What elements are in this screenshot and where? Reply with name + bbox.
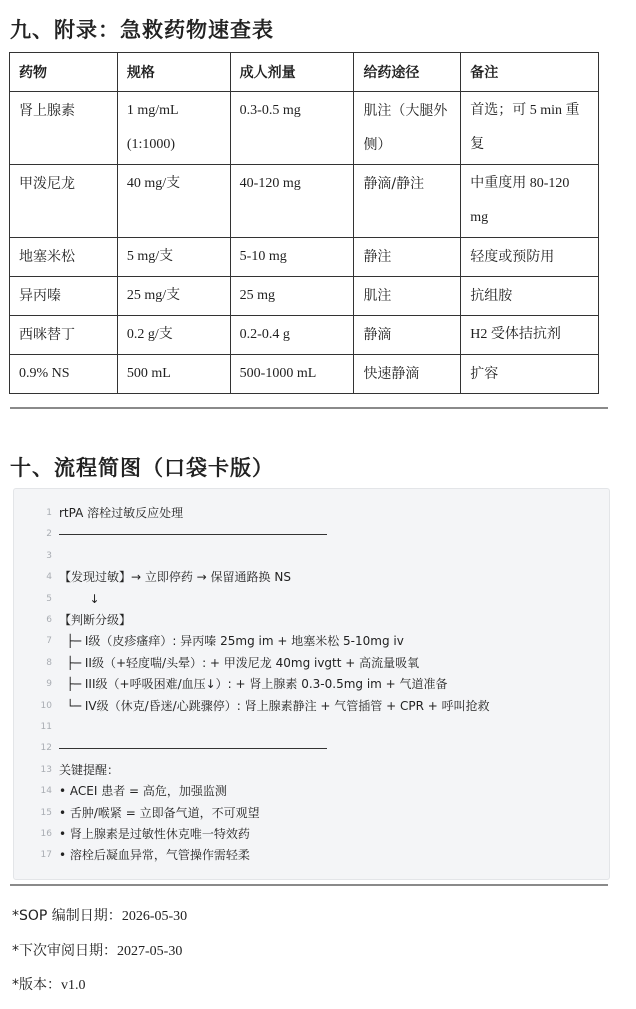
section-9-title: 九、附录：急救药物速查表 — [10, 18, 274, 42]
line-number: 12 — [40, 743, 52, 754]
table-cell: 扩容 — [461, 355, 599, 394]
table-cell: 肌注 — [354, 277, 461, 316]
table-row — [10, 277, 599, 316]
compiled-date-label: *SOP 编制日期： — [12, 908, 122, 924]
flowchart-code-block — [13, 488, 610, 880]
compiled-date — [12, 905, 187, 925]
table-cell: 首选；可 5 min 重复 — [461, 92, 599, 165]
column-header: 药物 — [10, 53, 118, 92]
table-cell: 快速静滴 — [354, 355, 461, 394]
table-cell: H2 受体拮抗剂 — [461, 316, 599, 355]
line-number: 9 — [46, 679, 52, 690]
code-line-text: • 肾上腺素是过敏性休克唯一特效药 — [59, 827, 250, 841]
line-number: 10 — [40, 700, 52, 711]
line-number: 4 — [46, 572, 52, 583]
code-line-text: └─ IV级（休克/昏迷/心跳骤停）: 肾上腺素静注 + 气管插管 + CPR + 呼叫抢救 — [59, 698, 490, 713]
section-10-title: 十、流程简图（口袋卡版） — [10, 456, 274, 480]
table-row — [10, 92, 599, 165]
code-divider-line — [59, 534, 327, 535]
code-line-text: ↓ — [59, 591, 100, 606]
line-number: 11 — [40, 722, 52, 732]
table-cell: 肾上腺素 — [10, 92, 118, 165]
column-header: 备注 — [461, 53, 599, 92]
line-number: 14 — [40, 786, 52, 797]
table-cell: 地塞米松 — [10, 238, 118, 277]
table-cell: 25 mg — [230, 277, 354, 316]
table-row — [10, 238, 599, 277]
table-row — [10, 165, 599, 238]
version-label: *版本： — [12, 977, 61, 993]
code-line-text: • 溶栓后凝血异常，气管操作需轻柔 — [59, 848, 250, 863]
table-cell: 肌注（大腿外侧） — [354, 92, 461, 165]
line-number: 15 — [40, 807, 52, 818]
table-cell: 异丙嗪 — [10, 277, 118, 316]
column-header: 规格 — [117, 53, 230, 92]
table-cell: 0.3-0.5 mg — [230, 92, 354, 165]
line-number: 8 — [46, 657, 52, 668]
table-cell: 25 mg/支 — [117, 277, 230, 316]
drug-quick-reference-table — [9, 52, 599, 394]
table-cell: 500-1000 mL — [230, 355, 354, 394]
line-number: 3 — [46, 550, 52, 561]
column-header: 给药途径 — [354, 53, 461, 92]
table-cell: 0.2-0.4 g — [230, 316, 354, 355]
code-line-text: • ACEI 患者 = 高危，加强监测 — [59, 784, 227, 799]
section-divider — [10, 884, 608, 886]
table-cell: 静滴 — [354, 316, 461, 355]
table-row — [10, 355, 599, 394]
line-number: 13 — [40, 764, 52, 775]
section-divider — [10, 407, 608, 409]
code-line-text: 【判断分级】 — [59, 613, 132, 627]
line-number: 1 — [46, 508, 52, 518]
line-number: 5 — [46, 593, 52, 604]
compiled-date-value: 2026-05-30 — [121, 909, 188, 924]
table-cell: 0.9% NS — [10, 355, 118, 394]
table-cell: 500 mL — [117, 355, 230, 394]
code-line-text: ├─ III级（+呼吸困难/血压↓）: + 肾上腺素 0.3-0.5mg im + 气道准备 — [59, 677, 448, 692]
table-cell: 抗组胺 — [461, 277, 599, 316]
table-cell: 5 mg/支 — [117, 238, 230, 277]
review-date-label: *下次审阅日期： — [12, 943, 117, 959]
code-divider-line — [59, 748, 327, 749]
table-row — [10, 316, 599, 355]
table-cell: 5-10 mg — [230, 238, 354, 277]
line-number: 2 — [46, 529, 52, 540]
code-line-text: ├─ I级（皮疹瘙痒）: 异丙嗪 25mg im + 地塞米松 5-10mg iv — [59, 634, 404, 649]
version-value: v1.0 — [61, 978, 86, 993]
line-number: 7 — [46, 636, 52, 647]
code-line-text: 【发现过敏】→ 立即停药 → 保留通路换 NS — [59, 570, 291, 585]
table-header-row — [10, 53, 599, 92]
table-cell: 40-120 mg — [230, 165, 354, 238]
table-cell: 中重度用 80-120 mg — [461, 165, 599, 238]
review-date-value: 2027-05-30 — [117, 944, 183, 959]
code-line-text: ├─ II级（+轻度喘/头晕）: + 甲泼尼龙 40mg ivgtt + 高流量吸氧 — [59, 655, 420, 670]
line-number: 16 — [40, 829, 52, 839]
table-cell: 静滴/静注 — [354, 165, 461, 238]
table-cell: 西咪替丁 — [10, 316, 118, 355]
table-cell: 1 mg/mL (1:1000) — [117, 92, 230, 165]
table-cell: 静注 — [354, 238, 461, 277]
column-header: 成人剂量 — [230, 53, 354, 92]
table-cell: 甲泼尼龙 — [10, 165, 118, 238]
table-cell: 40 mg/支 — [117, 165, 230, 238]
version — [12, 974, 86, 994]
line-number: 6 — [46, 615, 52, 625]
code-line-text: rtPA 溶栓过敏反应处理 — [59, 506, 184, 520]
code-line-text: 关键提醒： — [59, 762, 120, 777]
review-date — [12, 940, 182, 960]
code-line-text: • 舌肿/喉紧 = 立即备气道，不可观望 — [59, 805, 260, 820]
table-cell: 轻度或预防用 — [461, 238, 599, 277]
line-number: 17 — [40, 850, 52, 861]
table-cell: 0.2 g/支 — [117, 316, 230, 355]
